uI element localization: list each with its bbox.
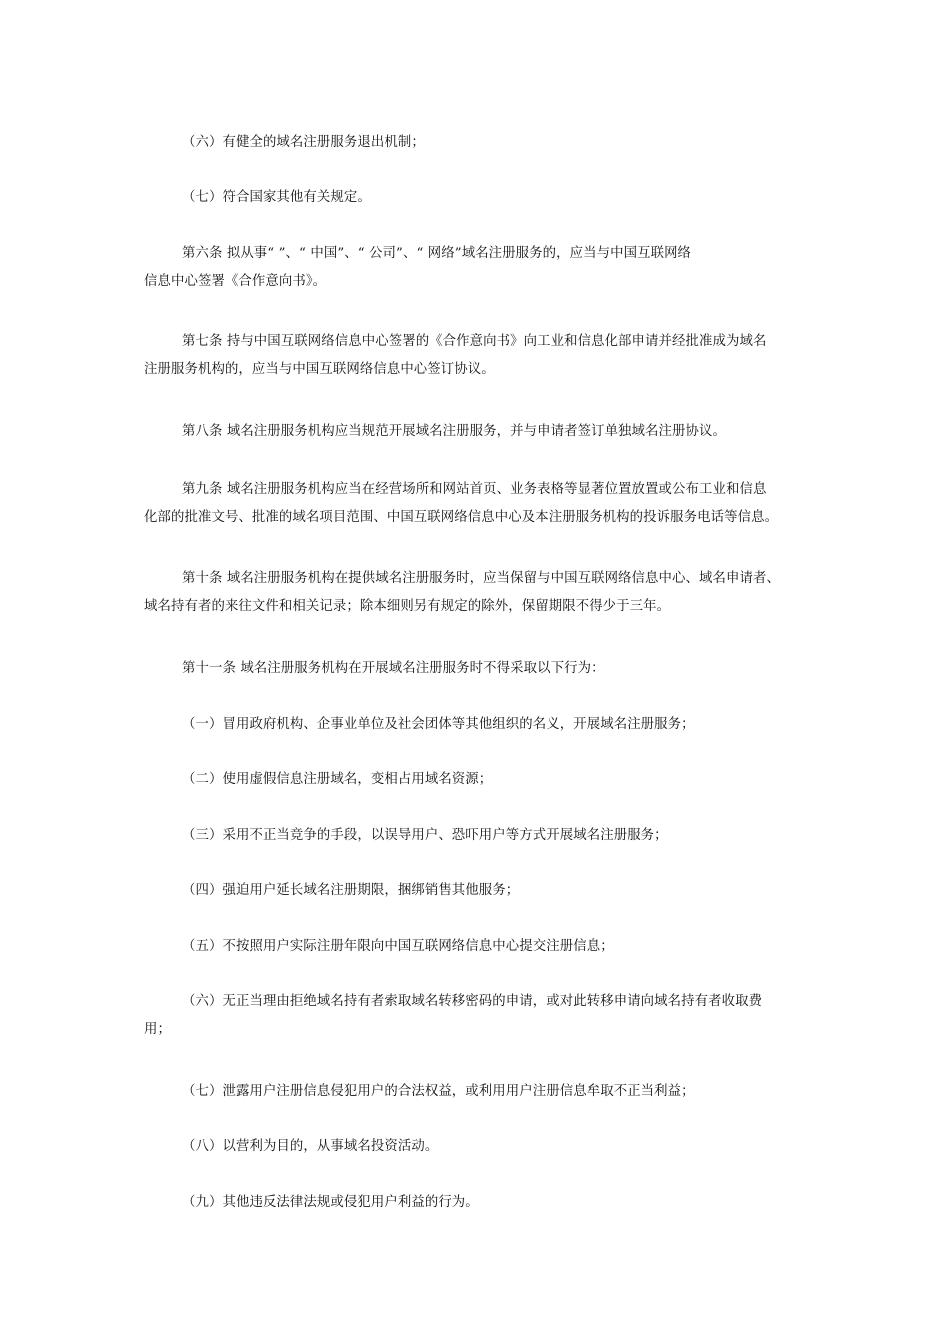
- item-2-false-info: [144, 766, 810, 794]
- paragraph-line: 用；: [144, 1022, 171, 1037]
- paragraph-line: 第八条 域名注册服务机构应当规范开展域名注册服务，并与申请者签订单独域名注册协议。: [182, 424, 726, 439]
- paragraph-line: （七）泄露用户注册信息侵犯用户的合法权益，或利用用户注册信息牟取不正当利益；: [182, 1084, 695, 1099]
- article-9: [144, 476, 810, 532]
- item-3-unfair-competition: [144, 822, 810, 850]
- article-7: [144, 328, 810, 384]
- paragraph-line: （四）强迫用户延长域名注册期限，捆绑销售其他服务；: [182, 883, 520, 898]
- paragraph-line: 第十一条 域名注册服务机构在开展域名注册服务时不得采取以下行为：: [182, 661, 605, 676]
- item-8-profit-investment: [144, 1133, 810, 1161]
- item-9-other-violations: [144, 1189, 810, 1217]
- paragraph-line: （六）无正当理由拒绝域名持有者索取域名转移密码的申请，或对此转移申请向域名持有者收取费: [182, 994, 763, 1009]
- item-1-impersonation: [144, 711, 810, 739]
- paragraph-line: 第九条 域名注册服务机构应当在经营场所和网站首页、业务表格等显著位置放置或公布工业和信息: [182, 482, 767, 497]
- item-4-forced-extension: [144, 877, 810, 905]
- paragraph-line: 信息中心签署《合作意向书》。: [144, 274, 327, 289]
- paragraph-line: 第七条 持与中国互联网络信息中心签署的《合作意向书》向工业和信息化部申请并经批准成为域名: [182, 334, 767, 349]
- article-6: [144, 240, 810, 296]
- paragraph-line: 化部的批准文号、批准的域名项目范围、中国互联网络信息中心及本注册服务机构的投诉服务电话等信息。: [144, 510, 779, 525]
- item-6-transfer-code: [144, 988, 810, 1044]
- paragraph-6-exit-mechanism: [144, 129, 810, 157]
- paragraph-line: 注册服务机构的，应当与中国互联网络信息中心签订协议。: [144, 362, 495, 377]
- article-8: [144, 418, 810, 446]
- paragraph-line: （八）以营利为目的，从事域名投资活动。: [182, 1139, 439, 1154]
- paragraph-line: （二）使用虚假信息注册域名，变相占用域名资源；: [182, 772, 493, 787]
- paragraph-line: （九）其他违反法律法规或侵犯用户利益的行为。: [182, 1195, 479, 1210]
- paragraph-line: （七）符合国家其他有关规定。: [182, 190, 371, 205]
- paragraph-line: 第十条 域名注册服务机构在提供域名注册服务时，应当保留与中国互联网络信息中心、域名申请者、: [182, 571, 780, 586]
- paragraph-line: 第六条 拟从事“ ”、“ 中国”、“ 公司”、“ 网络”域名注册服务的，应当与中国互联网络: [182, 246, 692, 261]
- paragraph-line: （一）冒用政府机构、企事业单位及社会团体等其他组织的名义，开展域名注册服务；: [182, 717, 695, 732]
- article-10: [144, 565, 810, 621]
- paragraph-line: （五）不按照用户实际注册年限向中国互联网络信息中心提交注册信息；: [182, 939, 614, 954]
- item-5-registration-years: [144, 933, 810, 961]
- article-11: [144, 655, 810, 683]
- item-7-data-leak: [144, 1078, 810, 1106]
- paragraph-7-national-rules: [144, 184, 810, 212]
- paragraph-line: 域名持有者的来往文件和相关记录；除本细则另有规定的除外，保留期限不得少于三年。: [144, 599, 671, 614]
- paragraph-line: （六）有健全的域名注册服务退出机制；: [182, 135, 425, 150]
- paragraph-line: （三）采用不正当竞争的手段，以误导用户、恐吓用户等方式开展域名注册服务；: [182, 828, 668, 843]
